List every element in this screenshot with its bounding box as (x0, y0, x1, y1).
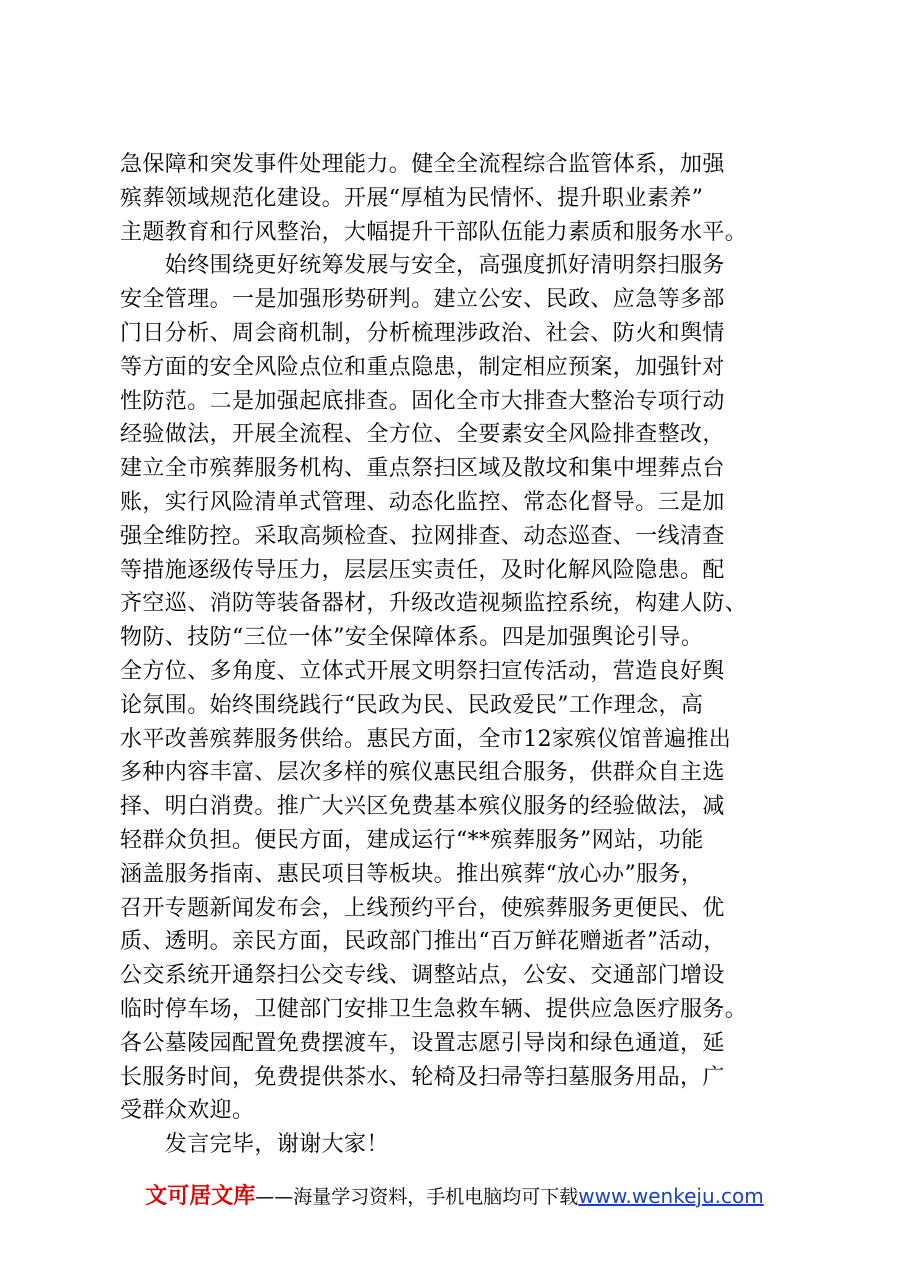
text-line: 临时停车场，卫健部门安排卫生急救车辆、提供应急医疗服务。 (120, 996, 748, 1022)
text-line: 公交系统开通祭扫公交专线、调整站点，公安、交通部门增设 (120, 963, 725, 989)
text-line: 涵盖服务指南、惠民项目等板块。推出殡葬“放心办”服务， (120, 861, 704, 887)
text-line: 择、明白消费。推广大兴区免费基本殡仪服务的经验做法，减 (120, 794, 725, 820)
text-line: 长服务时间，免费提供茶水、轮椅及扫帚等扫墓服务用品，广 (120, 1064, 725, 1090)
closing-line: 发言完毕，谢谢大家！ (120, 1132, 389, 1158)
text-line: 主题教育和行风整治，大幅提升干部队伍能力素质和服务水平。 (120, 219, 748, 245)
text-line: 门日分析、周会商机制，分析梳理涉政治、社会、防火和舆情 (120, 320, 725, 346)
footer-tagline: ——海量学习资料，手机电脑均可下载 (255, 1186, 579, 1208)
text-line: 多种内容丰富、层次多样的殡仪惠民组合服务，供群众自主选 (120, 760, 725, 786)
footer-banner (0, 1181, 909, 1212)
footer-url-link[interactable]: www.wenkeju.com (578, 1184, 764, 1208)
body-text (120, 148, 810, 1162)
text-line: 齐空巡、消防等装备器材，升级改造视频监控系统，构建人防、 (120, 591, 748, 617)
text-line: 经验做法，开展全流程、全方位、全要素安全风险排查整改， (120, 422, 725, 448)
text-line: 全方位、多角度、立体式开展文明祭扫宣传活动，营造良好舆 (120, 658, 725, 684)
footer-brand: 文可居文库 (145, 1184, 256, 1209)
text-line: 急保障和突发事件处理能力。健全全流程综合监管体系，加强 (120, 152, 725, 177)
text-line: 性防范。二是加强起底排查。固化全市大排查大整治专项行动 (120, 388, 725, 414)
text-line: 受群众欢迎。 (120, 1098, 255, 1124)
text-line: 账，实行风险清单式管理、动态化监控、常态化督导。三是加 (120, 489, 725, 515)
paragraph-start-line: 始终围绕更好统筹发展与安全，高强度抓好清明祭扫服务 (120, 253, 725, 279)
text-line: 安全管理。一是加强形势研判。建立公安、民政、应急等多部 (120, 287, 725, 313)
text-line: 水平改善殡葬服务供给。惠民方面，全市12家殡仪馆普遍推出 (120, 726, 732, 752)
text-line: 物防、技防“三位一体”安全保障体系。四是加强舆论引导。 (120, 625, 704, 651)
text-line: 强全维防控。采取高频检查、拉网排查、动态巡查、一线清查 (120, 523, 725, 549)
text-line: 各公墓陵园配置免费摆渡车，设置志愿引导岗和绿色通道，延 (120, 1030, 725, 1056)
text-line: 等方面的安全风险点位和重点隐患，制定相应预案，加强针对 (120, 354, 725, 380)
text-line: 建立全市殡葬服务机构、重点祭扫区域及散坟和集中埋葬点台 (120, 456, 725, 482)
text-line: 等措施逐级传导压力，层层压实责任，及时化解风险隐患。配 (120, 557, 725, 583)
text-line: 轻群众负担。便民方面，建成运行“**殡葬服务”网站，功能 (120, 827, 704, 853)
text-line: 质、透明。亲民方面，民政部门推出“百万鲜花赠逝者”活动， (120, 929, 726, 955)
text-line: 召开专题新闻发布会，上线预约平台，使殡葬服务更便民、优 (120, 895, 725, 921)
text-line: 论氛围。始终围绕践行“民政为民、民政爱民”工作理念，高 (120, 692, 704, 718)
text-line: 殡葬领域规范化建设。开展“厚植为民情怀、提升职业素养” (120, 185, 704, 211)
